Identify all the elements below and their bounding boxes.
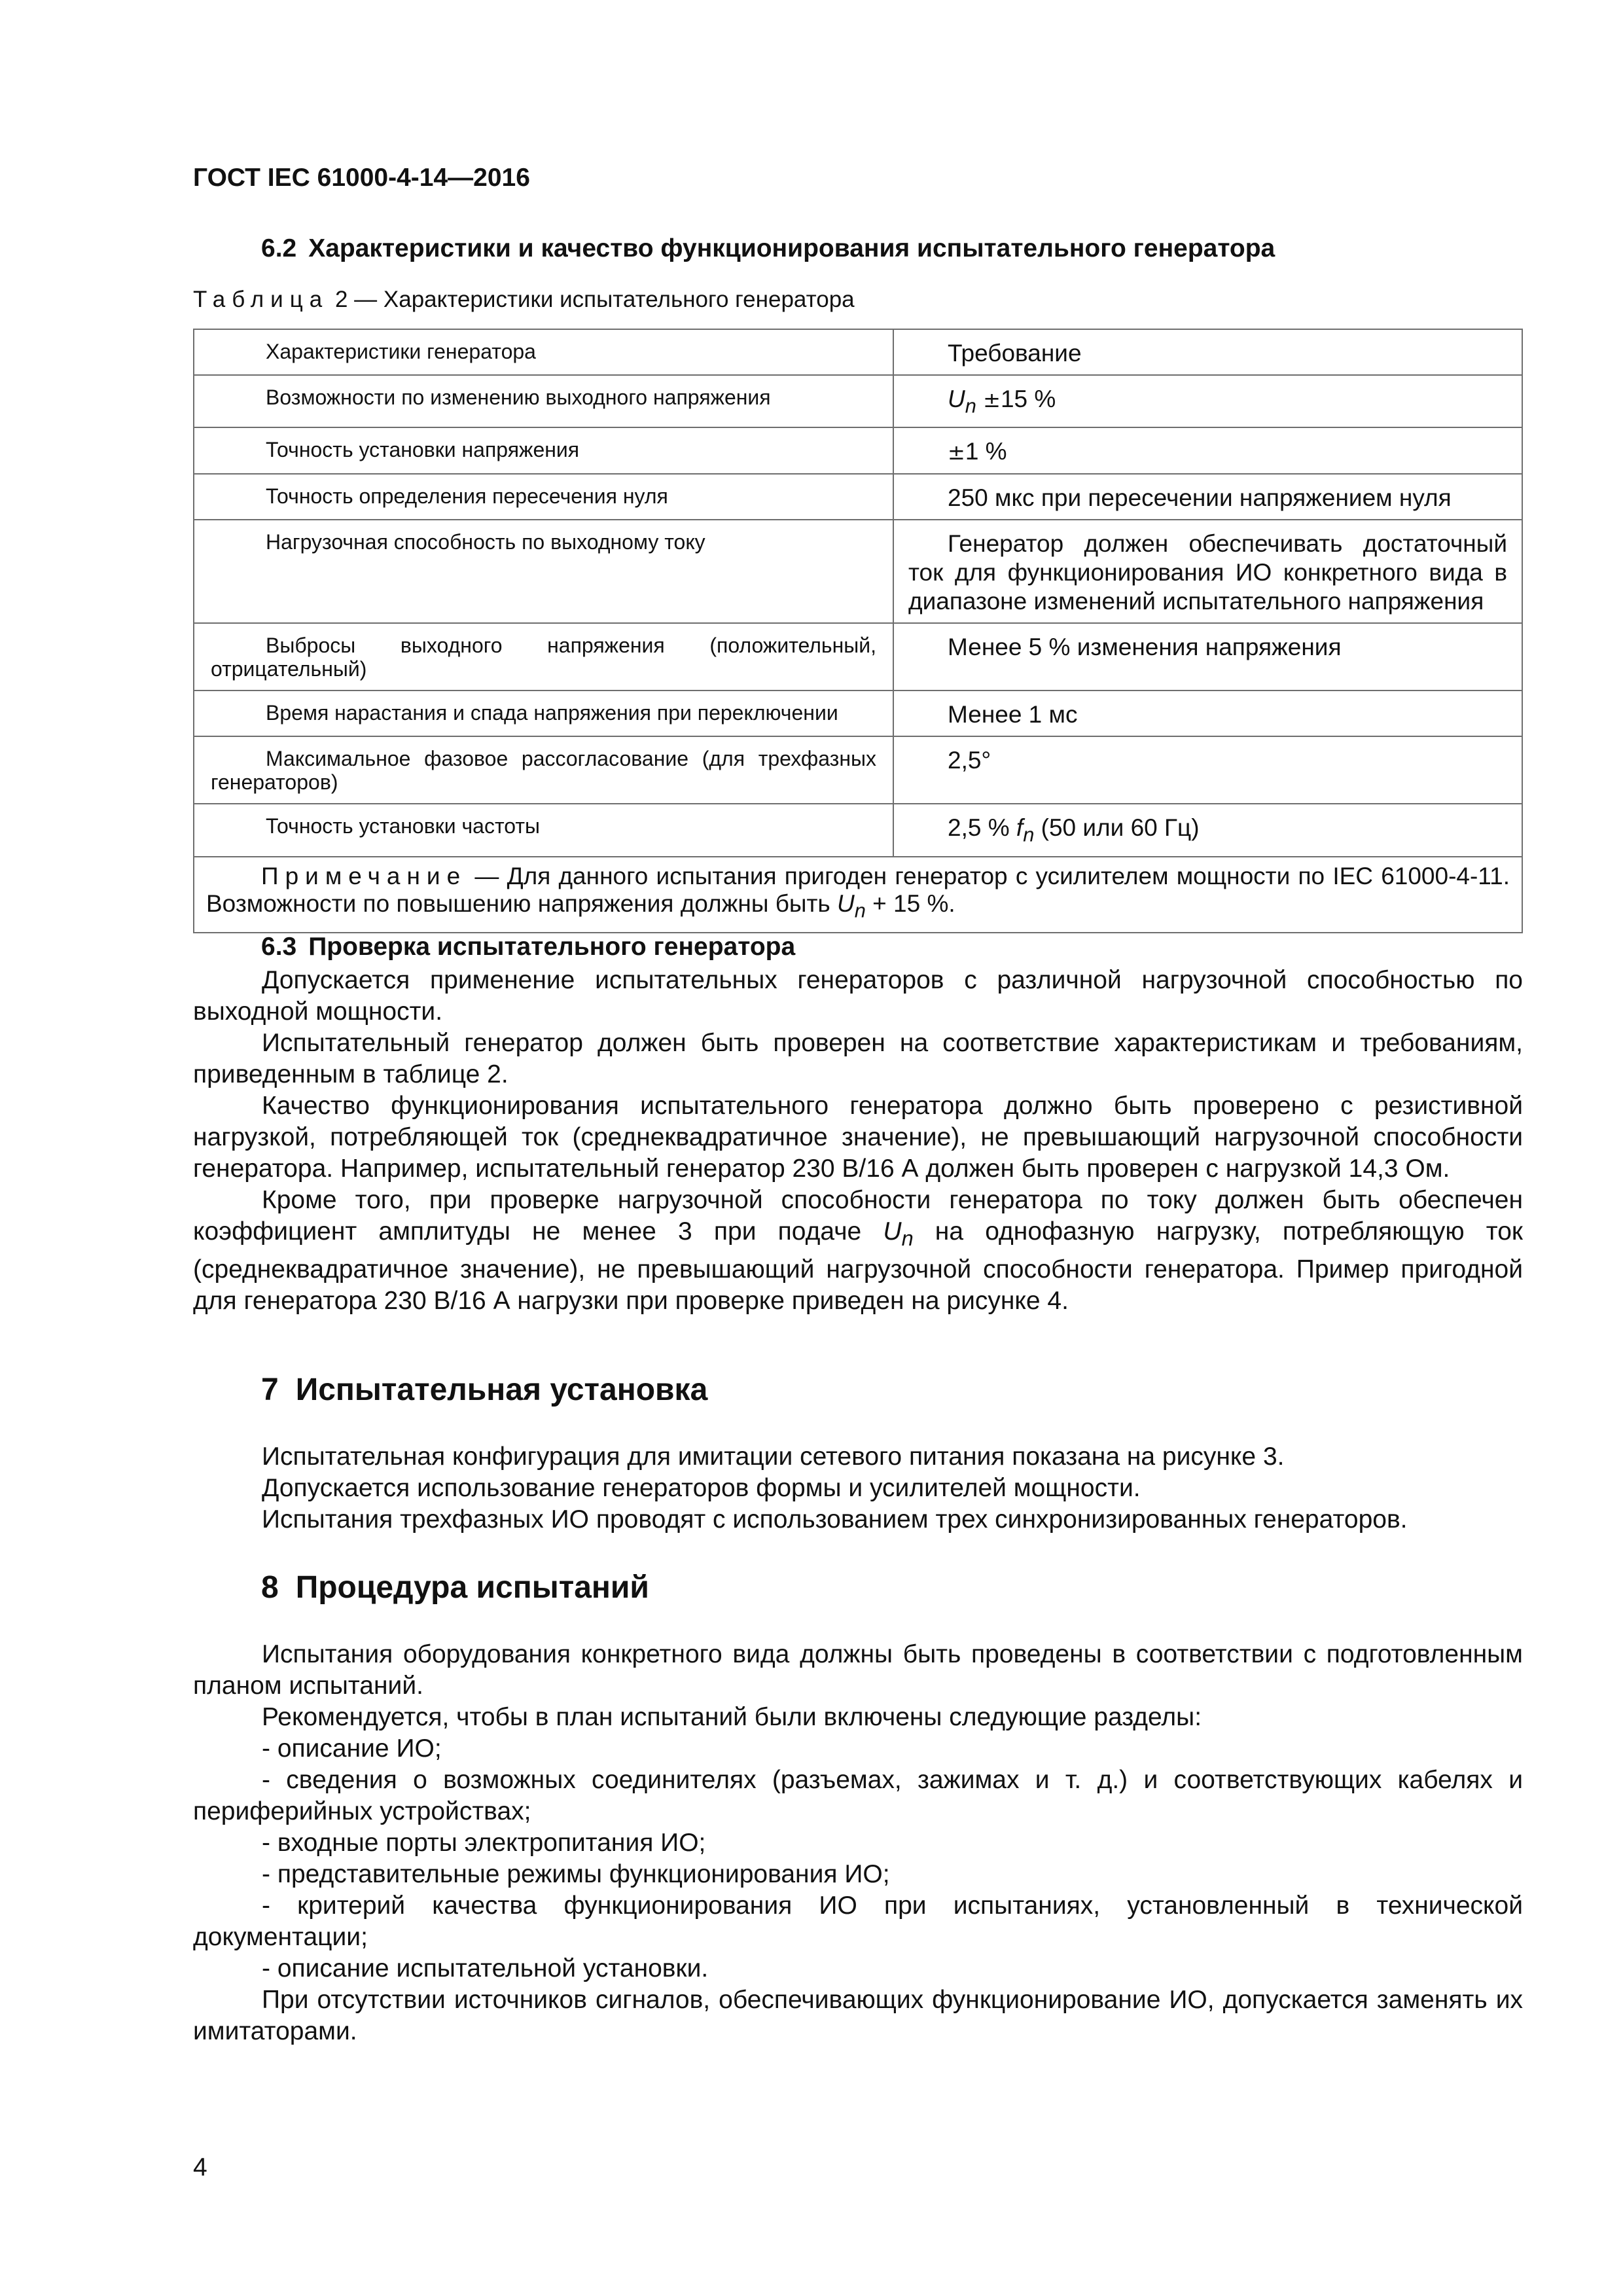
table-row (194, 474, 1522, 520)
section-title: Испытательная установка (295, 1372, 708, 1407)
symbol-u: U (883, 1217, 902, 1246)
paragraph: Испытательная конфигурация для имитации сетевого питания показана на рисунке 3. (262, 1443, 1285, 1471)
requirement-value-tail: (50 или 60 Гц) (1034, 814, 1200, 842)
section-7-heading (261, 1372, 707, 1408)
section-number: 8 (261, 1570, 279, 1605)
note-label: Примечание (261, 862, 467, 889)
list-item: - представительные режимы функционирования ИО; (262, 1860, 890, 1888)
table-header-row (194, 329, 1522, 375)
table-note-row (194, 857, 1522, 933)
paragraph: Испытательный генератор должен быть проверен на соответствие характеристикам и требованиям, приведенным в таблице 2. (193, 1029, 1523, 1088)
section-8-heading (261, 1570, 649, 1605)
requirement-value: 2,5 % (948, 814, 1016, 842)
section-title: Процедура испытаний (295, 1570, 649, 1605)
section-6-3-heading (261, 933, 795, 961)
section-8-body (193, 1639, 1523, 2047)
paragraph: Рекомендуется, чтобы в план испытаний были включены следующие разделы: (262, 1703, 1202, 1731)
symbol-f: f (1016, 814, 1024, 842)
document-code: ГОСТ IEC 61000-4-14—2016 (193, 164, 530, 192)
row-characteristic: Нагрузочная способность по выходному току (266, 530, 705, 554)
table-row (194, 623, 1522, 691)
subscript-n: n (1023, 823, 1035, 846)
row-characteristic: Возможности по изменению выходного напряжения (266, 386, 771, 409)
paragraph: Качество функционирования испытательного генератора должно быть проверено с резистивной нагрузкой, потребляющей ток (среднеквадратичное значение), не превышающий нагрузочной способности генератора. Например, испытательный генератор 230 В/16 А должен быть проверен с нагрузкой 14,3 Ом. (193, 1092, 1523, 1183)
row-requirement: 250 мкс при пересечении напряжением нуля (948, 484, 1452, 512)
list-item: - описание испытательной установки. (262, 1954, 709, 1982)
page-number: 4 (193, 2153, 207, 2181)
paragraph: При отсутствии источников сигналов, обеспечивающих функционирование ИО, допускается заменять их имитаторами. (193, 1986, 1523, 2045)
paragraph (193, 1185, 1523, 1317)
table-row (194, 375, 1522, 427)
section-title: Характеристики и качество функционирования испытательного генератора (308, 234, 1275, 262)
table-row (194, 736, 1522, 804)
row-characteristic: Выбросы выходного напряжения (положительный, отрицательный) (211, 634, 876, 681)
row-requirement (908, 385, 1507, 420)
table-row (194, 427, 1522, 474)
section-number: 6.2 (261, 234, 297, 262)
paragraph: Испытания оборудования конкретного вида должны быть проведены в соответствии с подготовленным планом испытаний. (193, 1640, 1523, 1700)
table-row (194, 691, 1522, 736)
paragraph-text: на однофазную нагрузку, потребляющую ток (среднеквадратичное значение), не превышающий нагрузочной способности генератора. Пример пригодной для генератора 230 В/16 А нагрузки при проверке приведен на рисунке 4. (193, 1217, 1523, 1315)
row-characteristic: Точность установки напряжения (266, 438, 580, 462)
note-text: — Для данного испытания пригоден генератор с усилителем мощности по IEC 61000-4-11. Возможности по повышению напряжения должны быть (206, 862, 1510, 917)
paragraph: Допускается применение испытательных генераторов с различной нагрузочной способностью по выходной мощности. (193, 966, 1523, 1026)
list-item: - описание ИО; (262, 1734, 442, 1763)
symbol-u: U (948, 386, 965, 412)
row-characteristic: Время нарастания и спада напряжения при переключении (266, 701, 838, 725)
row-requirement (908, 437, 1507, 467)
section-6-3-body (193, 965, 1523, 1317)
section-title: Проверка испытательного генератора (308, 933, 796, 961)
table-header-requirement: Требование (948, 340, 1082, 367)
table-caption-text: 2 — Характеристики испытательного генератора (334, 287, 855, 312)
section-6-2-heading (261, 234, 1275, 263)
paragraph: Допускается использование генераторов формы и усилителей мощности. (262, 1474, 1141, 1502)
row-requirement (908, 814, 1507, 849)
row-characteristic: Точность определения пересечения нуля (266, 484, 668, 509)
row-requirement: Менее 5 % изменения напряжения (948, 634, 1342, 661)
list-item: - критерий качества функционирования ИО при испытаниях, установленный в технической документации; (193, 1892, 1523, 1951)
plus-minus-sign: ± (983, 387, 1001, 412)
row-requirement: Генератор должен обеспечивать достаточный ток для функционирования ИО конкретного вида в диапазоне изменений испытательного напряжения (908, 530, 1507, 615)
table-header-characteristic: Характеристики генератора (266, 340, 536, 363)
section-number: 6.3 (261, 933, 297, 961)
table-caption-label: Таблица (193, 287, 329, 312)
subscript-n: n (854, 899, 866, 922)
table-row (194, 520, 1522, 623)
section-number: 7 (261, 1372, 279, 1407)
table-row (194, 804, 1522, 856)
section-7-body (193, 1441, 1523, 1535)
generator-characteristics-table (193, 329, 1523, 933)
paragraph: Испытания трехфазных ИО проводят с использованием трех синхронизированных генераторов. (262, 1505, 1408, 1534)
row-requirement: Менее 1 мс (948, 701, 1078, 728)
row-characteristic: Точность установки частоты (266, 814, 540, 838)
row-characteristic: Максимальное фазовое рассогласование (для трехфазных генераторов) (211, 747, 876, 795)
note-tail: + 15 %. (865, 889, 955, 917)
plus-minus-sign: ± (948, 440, 965, 465)
row-requirement: 2,5° (948, 747, 991, 774)
paragraph-text: Кроме того, при проверке нагрузочной способности генератора по току должен быть обеспечен коэффициент амплитуды не менее 3 при подаче (193, 1186, 1523, 1246)
requirement-value: 1 % (965, 438, 1007, 465)
list-item: - входные порты электропитания ИО; (262, 1829, 706, 1857)
subscript-n: n (965, 394, 976, 418)
table-note (206, 863, 1510, 924)
symbol-u: U (837, 889, 855, 917)
requirement-value: 15 % (1000, 386, 1056, 412)
table-caption (193, 287, 855, 313)
list-item: - сведения о возможных соединителях (разъемах, зажимах и т. д.) и соответствующих кабелях и периферийных устройствах; (193, 1766, 1523, 1825)
subscript-n: n (901, 1226, 914, 1250)
